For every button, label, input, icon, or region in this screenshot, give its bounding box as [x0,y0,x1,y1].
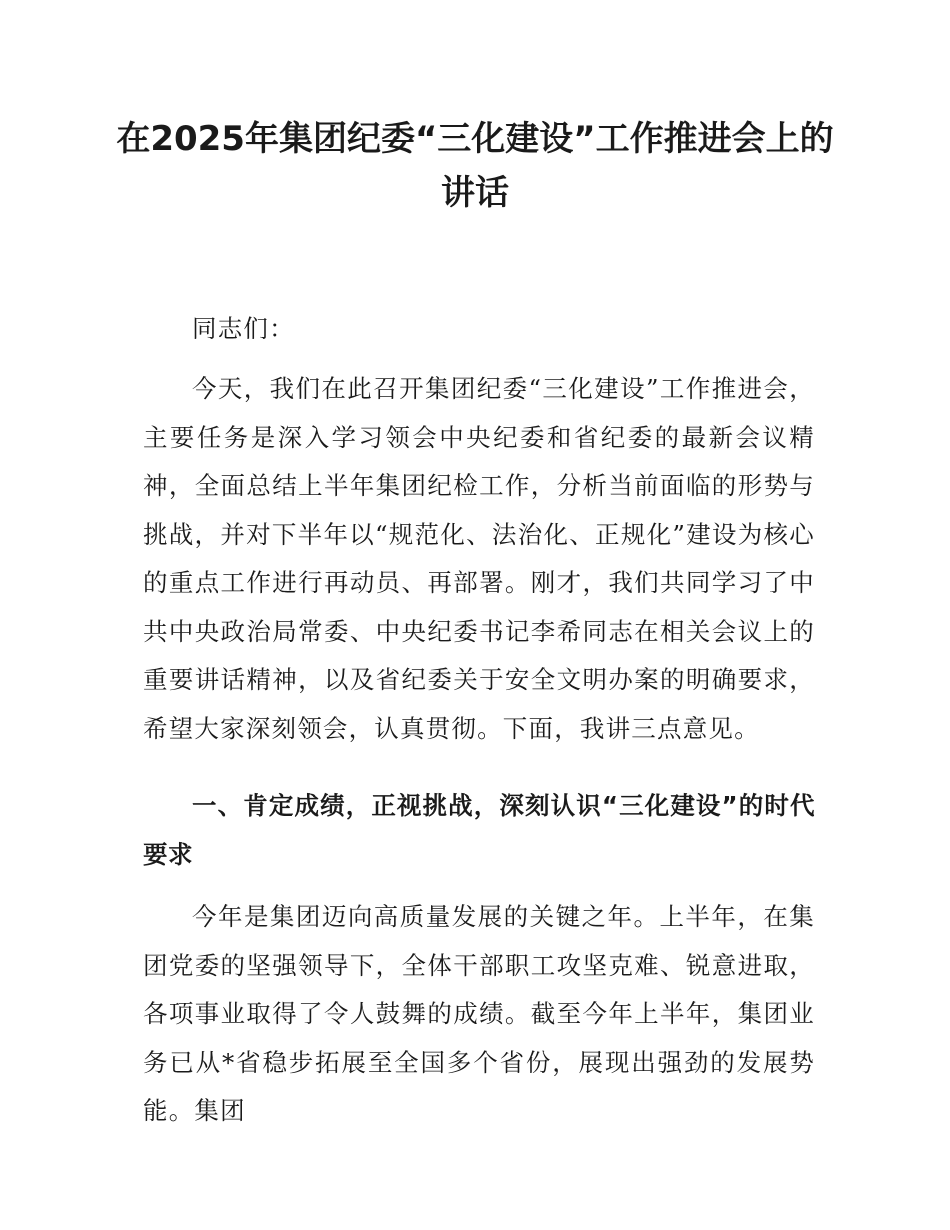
section-heading-1: 一、肯定成绩，正视挑战，深刻认识“三化建设”的时代要求 [143,791,815,869]
salutation: 同志们： [192,314,295,343]
paragraph-opening: 今天，我们在此召开集团纪委“三化建设”工作推进会，主要任务是深入学习领会中央纪委和省纪委的最新会议精神，全面总结上半年集团纪检工作，分析当前面临的形势与挑战，并对下半年以“规范化、法治化、正规化”建设为核心的重点工作进行再动员、再部署。刚才，我们共同学习了中共中央政治局常委、中央纪委书记李希同志在相关会议上的重要讲话精神，以及省纪委关于安全文明办案的明确要求，希望大家深刻领会，认真贯彻。下面，我讲三点意见。 [143,374,815,743]
paragraph-section-1: 今年是集团迈向高质量发展的关键之年。上半年，在集团党委的坚强领导下，全体干部职工攻坚克难、锐意进取，各项事业取得了令人鼓舞的成绩。截至今年上半年，集团业务已从*省稳步拓展至全国多个省份，展现出强劲的发展势能。集团 [143,902,815,1125]
document-title: 在2025年集团纪委“三化建设”工作推进会上的讲话 [116,119,834,213]
